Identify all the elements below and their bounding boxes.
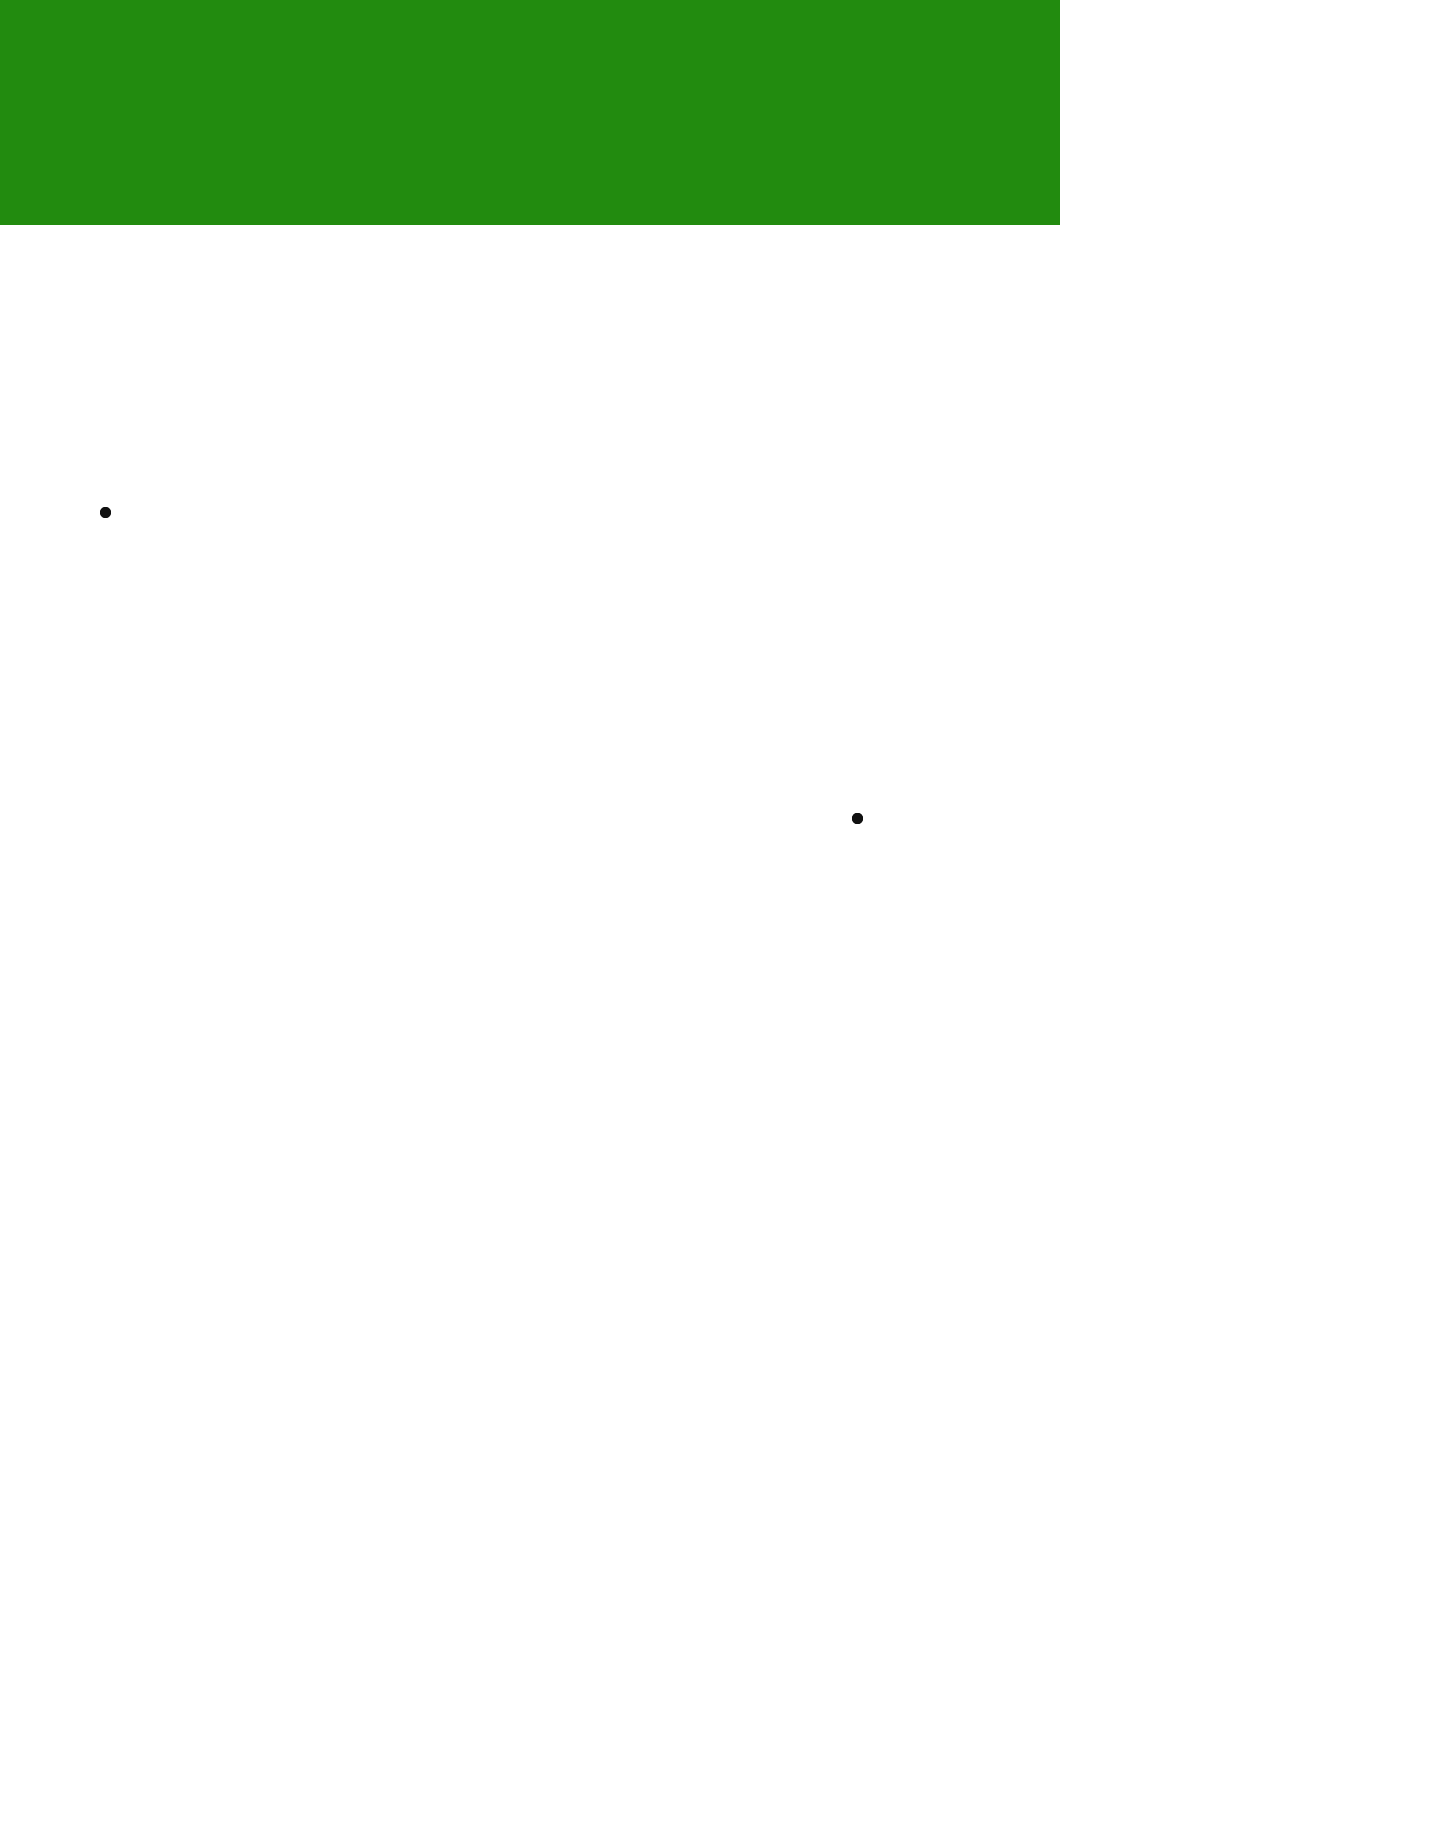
geranium-flowers-bottom-icon	[88, 1385, 688, 1838]
geranium-flowers-top-icon	[1128, 268, 1438, 558]
header-banner	[0, 0, 1060, 225]
